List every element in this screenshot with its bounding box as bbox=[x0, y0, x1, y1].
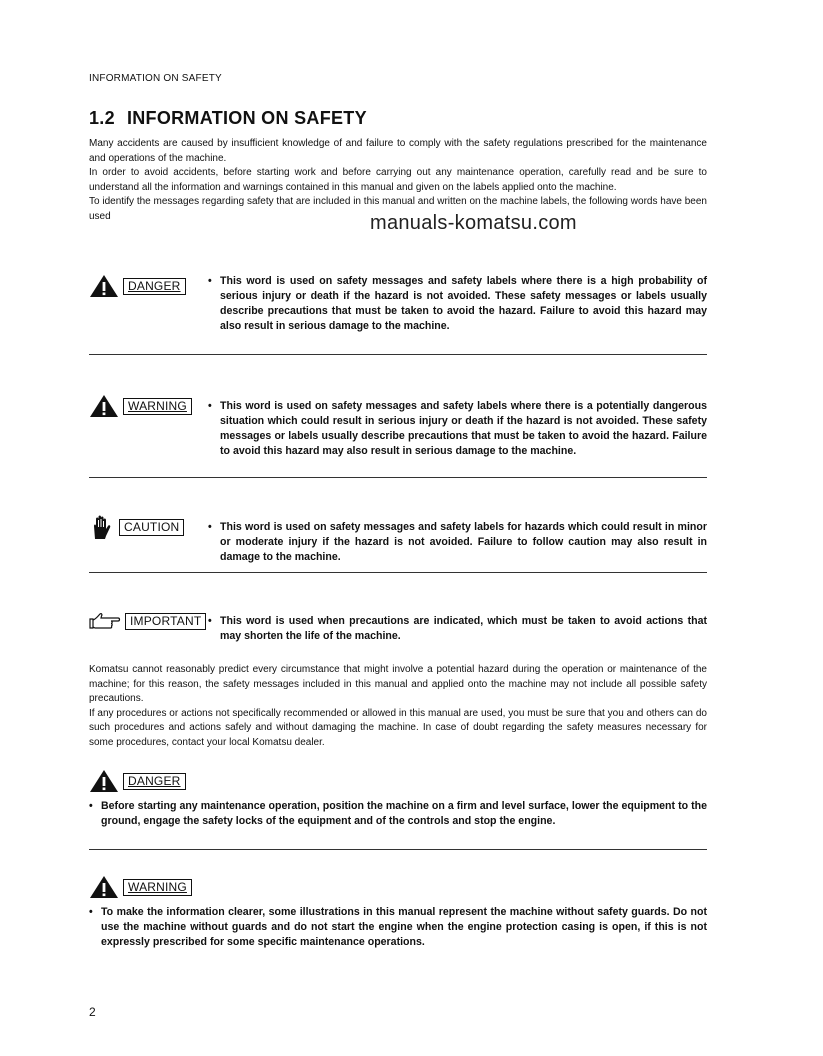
signal-word-warning bbox=[89, 394, 707, 478]
bullet: • bbox=[89, 800, 93, 812]
signal-word-box: IMPORTANT bbox=[125, 613, 206, 630]
notice-warning-label bbox=[89, 875, 192, 899]
notice-text: To make the information clearer, some illustrations in this manual represent the machine without safety guards. Do not use the machine without guards and do not start the engine when the engine protection casing is open, if this is not expressly prescribed for some specific maintenance operations. bbox=[101, 906, 707, 948]
pointing-hand-icon bbox=[89, 612, 121, 630]
signal-label bbox=[89, 394, 192, 418]
body-paragraph: If any procedures or actions not specifically recommended or allowed in this manual are used, you must be sure that you and others can do such procedures and actions safely and without damaging the machine. In case of doubt regarding the safety measures necessary for some procedures, contact your local Komatsu dealer. bbox=[89, 707, 707, 748]
running-head: INFORMATION ON SAFETY bbox=[89, 73, 222, 84]
notice-text: Before starting any maintenance operation, position the machine on a firm and level surface, lower the equipment to the ground, engage the safety locks of the equipment and of the controls and stop the engine. bbox=[101, 800, 707, 827]
bullet: • bbox=[208, 521, 212, 533]
notice-word-box: WARNING bbox=[123, 879, 192, 896]
notice-warning-text bbox=[89, 905, 707, 950]
intro-paragraph: In order to avoid accidents, before starting work and before carrying out any maintenance operation, carefully read and be sure to understand all the information and warnings contained in this manual and given on the labels applied onto the machine. bbox=[89, 167, 707, 193]
signal-word-box: DANGER bbox=[123, 278, 186, 295]
warning-triangle-icon bbox=[89, 875, 119, 899]
notice-danger-text bbox=[89, 799, 707, 829]
signal-word-caution bbox=[89, 513, 707, 575]
signal-description bbox=[208, 399, 707, 459]
section-number: 1.2 bbox=[89, 108, 115, 128]
divider-rule bbox=[89, 849, 707, 850]
body-text bbox=[89, 663, 707, 751]
watermark: manuals-komatsu.com bbox=[370, 212, 577, 234]
notice-danger-label bbox=[89, 769, 186, 793]
signal-word-box: WARNING bbox=[123, 398, 192, 415]
body-paragraph: Komatsu cannot reasonably predict every circumstance that might involve a potential hazard during the operation or maintenance of the machine; for this reason, the safety messages included in this manual and applied onto the machine may not include all possible safety precautions. bbox=[89, 664, 707, 705]
signal-label bbox=[89, 612, 206, 630]
warning-triangle-icon bbox=[89, 274, 119, 298]
section-title-text: INFORMATION ON SAFETY bbox=[126, 108, 367, 128]
bullet: • bbox=[208, 400, 212, 412]
warning-triangle-icon bbox=[89, 769, 119, 793]
intro-paragraph: Many accidents are caused by insufficient knowledge of and failure to comply with the safety regulations prescribed for the maintenance and operations of the machine. bbox=[89, 138, 707, 164]
bullet: • bbox=[89, 906, 93, 918]
divider-rule bbox=[89, 572, 707, 573]
signal-description bbox=[208, 274, 707, 334]
notice-word-box: DANGER bbox=[123, 773, 186, 790]
signal-word-danger bbox=[89, 274, 707, 356]
signal-text: This word is used on safety messages and safety labels for hazards which could result in minor or moderate injury if the hazard is not avoided. Failure to follow caution may also result in damage to the machine. bbox=[220, 521, 707, 563]
signal-description bbox=[208, 520, 707, 565]
divider-rule bbox=[89, 354, 707, 355]
signal-label bbox=[89, 513, 184, 541]
bullet: • bbox=[208, 275, 212, 287]
signal-word-box: CAUTION bbox=[119, 519, 184, 536]
divider-rule bbox=[89, 477, 707, 478]
page-number: 2 bbox=[89, 1005, 96, 1019]
section-title bbox=[89, 108, 367, 129]
hand-stop-icon bbox=[89, 513, 115, 541]
signal-word-important bbox=[89, 612, 707, 652]
bullet: • bbox=[208, 615, 212, 627]
signal-text: This word is used on safety messages and safety labels where there is a high probability of serious injury or death if the hazard is not avoided. These safety messages or labels usually describe precautions that must be taken to avoid the hazard. Failure to avoid this hazard may also result in serious damage to the machine. bbox=[220, 275, 707, 332]
signal-text: This word is used on safety messages and safety labels where there is a potentially dangerous situation which could result in serious injury or death if the hazard is not avoided. These safety messages or labels usually describe precautions that must be taken to avoid the hazard. Failure to avoid this hazard may also result in serious damage to the machine. bbox=[220, 400, 707, 457]
signal-description bbox=[208, 614, 707, 644]
signal-label bbox=[89, 274, 186, 298]
warning-triangle-icon bbox=[89, 394, 119, 418]
intro-paragraph: To identify the messages regarding safety that are included in this manual and written on the machine labels, the following words have been used bbox=[89, 196, 707, 222]
signal-text: This word is used when precautions are indicated, which must be taken to avoid actions that may shorten the life of the machine. bbox=[220, 615, 707, 642]
